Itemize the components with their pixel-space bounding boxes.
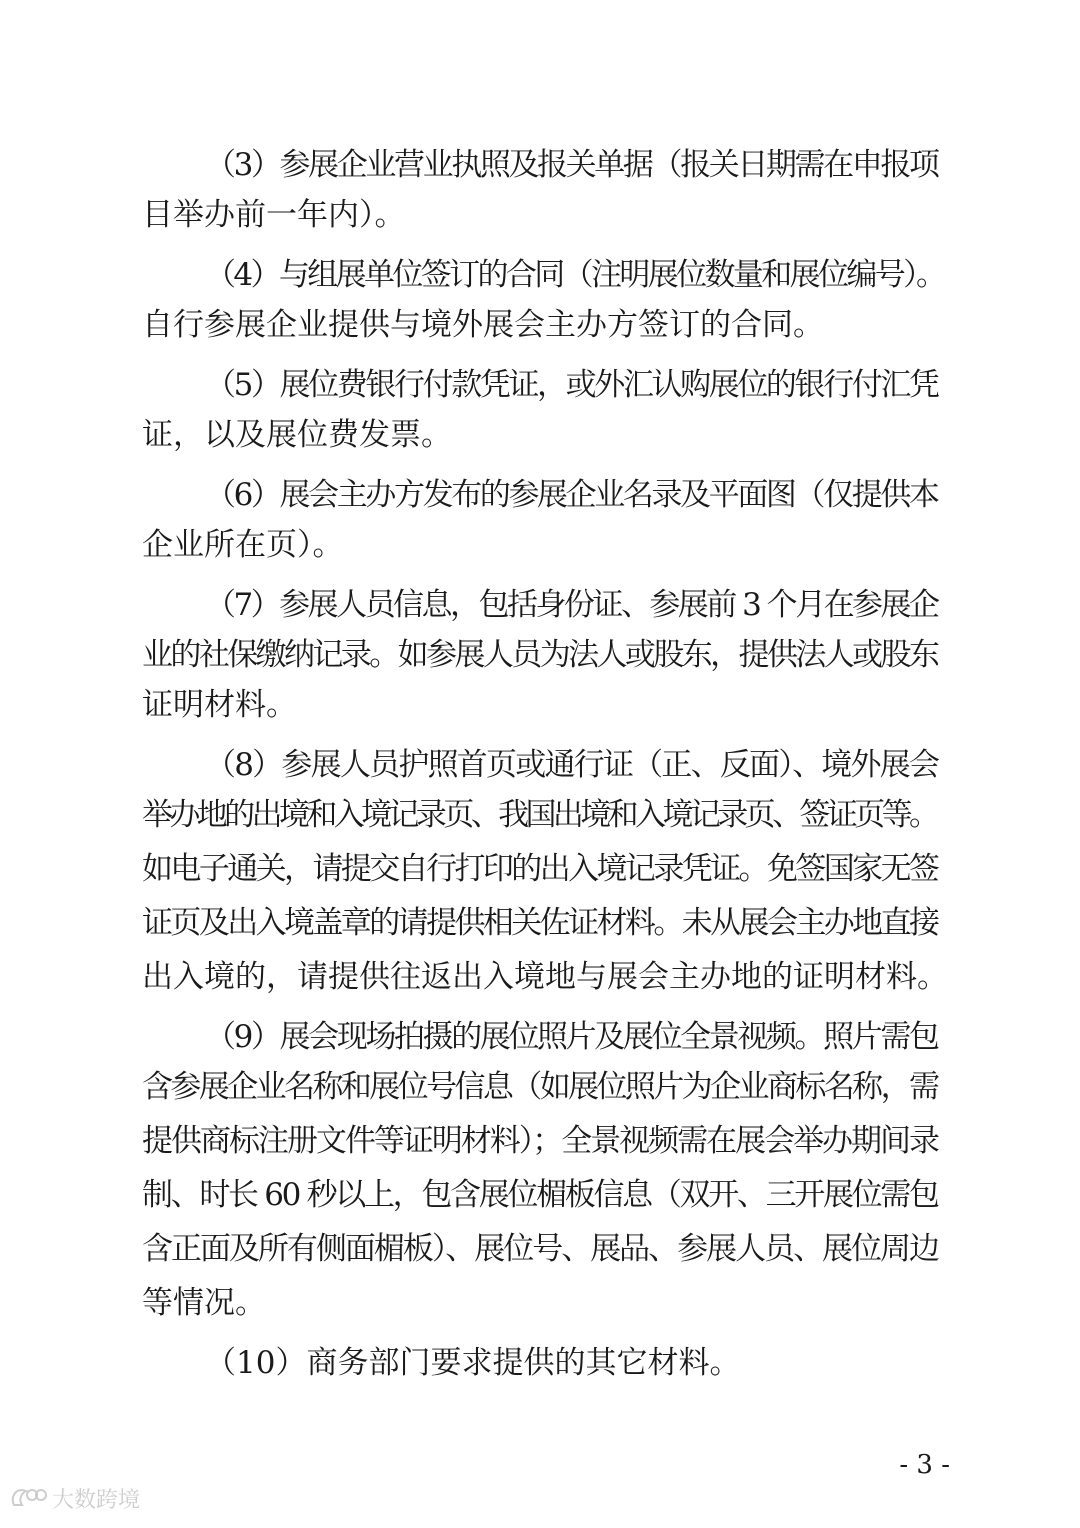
text-line-content: 含正面及所有侧面楣板）、展位号、展品、参展人员、展位周边	[142, 1231, 938, 1267]
text-line-content: （8）参展人员护照首页或通行证（正、反面）、境外展会	[205, 747, 939, 783]
text-line-content: 提供商标注册文件等证明材料）；全景视频需在展会举办期间录	[142, 1123, 938, 1159]
watermark	[8, 1480, 140, 1516]
text-line-content: （3）参展企业营业执照及报关单据（报关日期需在申报项	[205, 147, 938, 183]
text-line-content: （10）商务部门要求提供的其它材料。	[205, 1345, 741, 1381]
text-line-content: （4）与组展单位签订的合同（注明展位数量和展位编号）。	[205, 257, 945, 293]
text-line	[0, 1222, 1080, 1276]
text-line	[0, 358, 1080, 412]
text-line-content: 如电子通关，请提交自行打印的出入境记录凭证。免签国家无签	[142, 851, 938, 887]
text-line-content: 等情况。	[142, 1285, 266, 1321]
page-number: - 3 -	[899, 1450, 950, 1480]
text-line	[0, 678, 1080, 732]
text-line	[0, 138, 1080, 192]
text-line	[0, 518, 1080, 572]
text-line	[0, 1114, 1080, 1168]
text-line-content: 证明材料。	[142, 687, 297, 723]
text-line-content: 目举办前一年内）。	[142, 197, 406, 233]
text-line	[0, 298, 1080, 352]
text-line-content: （5）展位费银行付款凭证，或外汇认购展位的银行付汇凭	[205, 367, 938, 403]
text-line-content: 证页及出入境盖章的请提供相关佐证材料。未从展会主办地直接	[142, 905, 938, 941]
text-line-content: 业的社保缴纳记录。如参展人员为法人或股东，提供法人或股东	[142, 637, 938, 673]
text-line-content: 举办地的出境和入境记录页、我国出境和入境记录页、签证页等。	[142, 797, 937, 833]
text-line	[0, 1010, 1080, 1064]
text-line	[0, 408, 1080, 462]
text-line	[0, 1060, 1080, 1114]
text-line	[0, 578, 1080, 632]
text-line-content: （7）参展人员信息，包括身份证、参展前 3 个月在参展企	[205, 587, 938, 623]
text-line-content: 自行参展企业提供与境外展会主办方签订的合同。	[142, 307, 824, 343]
text-line	[0, 628, 1080, 682]
text-line-content: （6）展会主办方发布的参展企业名录及平面图（仅提供本	[205, 477, 938, 513]
text-line	[0, 248, 1080, 302]
text-line-content: 企业所在页）。	[142, 527, 344, 563]
text-line	[0, 896, 1080, 950]
text-line-content: 证，以及展位费发票。	[142, 417, 452, 453]
watermark-text: 大数跨境	[52, 1487, 141, 1513]
text-line	[0, 1276, 1080, 1330]
text-line	[0, 738, 1080, 792]
text-line	[0, 1168, 1080, 1222]
text-line	[0, 788, 1080, 842]
text-line-content: （9）展会现场拍摄的展位照片及展位全景视频。照片需包	[205, 1019, 938, 1055]
text-line	[0, 468, 1080, 522]
text-line-content: 制、时长 60 秒以上，包含展位楣板信息（双开、三开展位需包	[142, 1177, 938, 1213]
text-line	[0, 950, 1080, 1004]
text-line-content: 含参展企业名称和展位号信息（如展位照片为企业商标名称，需	[142, 1069, 938, 1105]
text-line	[0, 188, 1080, 242]
text-line	[0, 842, 1080, 896]
text-line	[0, 1336, 1080, 1390]
watermark-logo-icon	[8, 1483, 48, 1513]
text-line-content: 出入境的，请提供往返出入境地与展会主办地的证明材料。	[142, 959, 948, 995]
